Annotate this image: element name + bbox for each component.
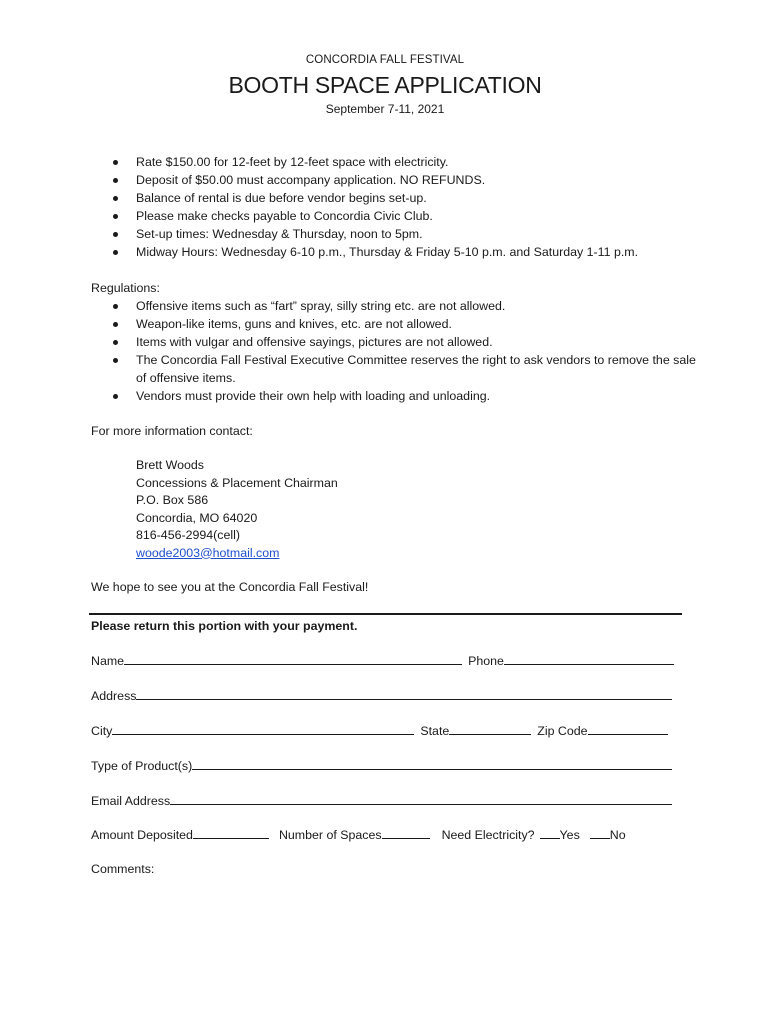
closing-message: We hope to see you at the Concordia Fall Festival! xyxy=(91,580,369,594)
page-title: BOOTH SPACE APPLICATION xyxy=(228,72,542,98)
regulations-heading: Regulations: xyxy=(91,281,160,295)
organization-name: CONCORDIA FALL FESTIVAL xyxy=(305,54,465,66)
city-label: City xyxy=(91,724,113,738)
amount-deposited-label: Amount Deposited xyxy=(91,828,193,842)
email-address-field[interactable] xyxy=(170,791,672,805)
comments-label: Comments: xyxy=(91,862,155,876)
regulation-item: Offensive items such as “fart” spray, silly string etc. are not allowed. xyxy=(91,297,696,315)
terms-item: Set-up times: Wednesday & Thursday, noon to 5pm. xyxy=(91,225,638,243)
phone-field[interactable] xyxy=(504,651,674,665)
terms-item: Please make checks payable to Concordia Civic Club. xyxy=(91,207,638,225)
deposit-spaces-electricity-row xyxy=(91,825,626,843)
email-address-label: Email Address xyxy=(91,794,171,808)
comments-area[interactable] xyxy=(91,882,681,992)
phone-label: Phone xyxy=(468,654,504,668)
number-of-spaces-field[interactable] xyxy=(382,825,430,839)
contact-role: Concessions & Placement Chairman xyxy=(136,475,338,490)
address-label: Address xyxy=(91,689,137,703)
regulation-item: Weapon-like items, guns and knives, etc. are not allowed. xyxy=(91,315,696,333)
regulation-item: The Concordia Fall Festival Executive Committee reserves the right to ask vendors to remove the sale of offensive items. xyxy=(91,351,696,387)
contact-po-box: P.O. Box 586 xyxy=(136,493,209,507)
section-divider xyxy=(89,613,682,615)
product-type-label: Type of Product(s) xyxy=(91,759,193,773)
electricity-no-label: No xyxy=(609,828,626,842)
terms-item: Deposit of $50.00 must accompany application. NO REFUNDS. xyxy=(91,171,638,189)
contact-city-state-zip: Concordia, MO 64020 xyxy=(136,510,258,525)
name-field[interactable] xyxy=(124,651,462,665)
number-of-spaces-label: Number of Spaces xyxy=(278,828,382,842)
regulation-item: Items with vulgar and offensive sayings, pictures are not allowed. xyxy=(91,333,696,351)
comments-row xyxy=(91,860,154,878)
terms-list xyxy=(91,153,638,261)
electricity-no-field[interactable] xyxy=(590,825,610,839)
electricity-yes-field[interactable] xyxy=(540,825,560,839)
state-field[interactable] xyxy=(449,721,531,735)
amount-deposited-field[interactable] xyxy=(193,825,269,839)
contact-name: Brett Woods xyxy=(136,458,204,472)
zip-code-label: Zip Code xyxy=(537,724,588,738)
need-electricity-label: Need Electricity? xyxy=(441,828,535,842)
terms-item: Balance of rental is due before vendor begins set-up. xyxy=(91,189,638,207)
address-row xyxy=(91,686,678,704)
festival-dates: September 7-11, 2021 xyxy=(325,102,445,116)
city-state-zip-row xyxy=(91,721,674,739)
regulation-item: Vendors must provide their own help with loading and unloading. xyxy=(91,387,696,405)
city-field[interactable] xyxy=(112,721,414,735)
regulations-list xyxy=(91,297,696,405)
state-label: State xyxy=(420,724,450,738)
contact-phone: 816-456-2994(cell) xyxy=(136,528,241,542)
contact-intro: For more information contact: xyxy=(91,424,253,438)
electricity-yes-label: Yes xyxy=(559,828,580,842)
product-type-field[interactable] xyxy=(192,756,672,770)
name-phone-row xyxy=(91,651,680,669)
terms-item: Midway Hours: Wednesday 6-10 p.m., Thursday & Friday 5-10 p.m. and Saturday 1-11 p.m. xyxy=(91,243,638,261)
terms-item: Rate $150.00 for 12-feet by 12-feet space with electricity. xyxy=(91,153,638,171)
contact-email-link[interactable]: woode2003@hotmail.com xyxy=(136,545,280,560)
products-row xyxy=(91,756,678,774)
name-label: Name xyxy=(91,654,125,668)
email-row xyxy=(91,791,678,809)
zip-code-field[interactable] xyxy=(588,721,668,735)
address-field[interactable] xyxy=(136,686,672,700)
return-instruction: Please return this portion with your payment. xyxy=(91,619,358,633)
